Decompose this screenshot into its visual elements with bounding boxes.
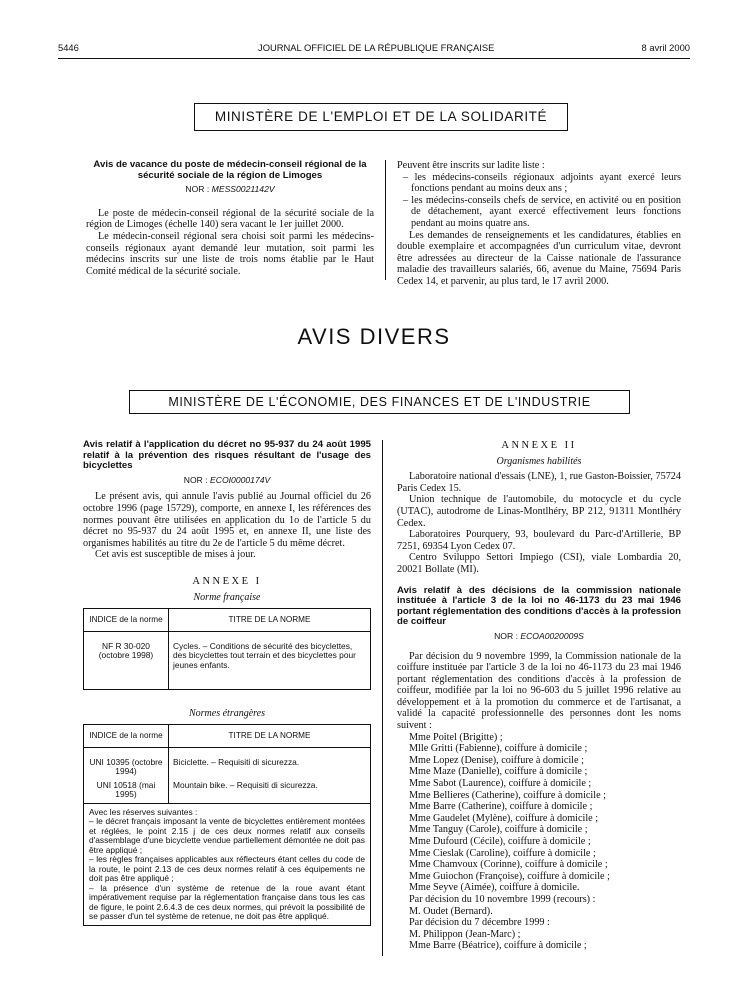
annex-1-heading: ANNEXE I <box>192 575 262 587</box>
section-heading: AVIS DIVERS <box>297 324 451 349</box>
list-item: Mme Tanguy (Carole), coiffure à domicile ; <box>409 824 588 836</box>
annexe-2-column <box>397 440 681 952</box>
list-item: Mlle Gritti (Fabienne), coiffure à domicile ; <box>409 743 588 755</box>
norme-title: Cycles. – Conditions de sécurité des bicyclettes, des bicyclettes tout terrain et des bicyclettes pour jeunes enfants. <box>169 631 371 689</box>
table-header-title: TITRE DE LA NORME <box>169 609 371 631</box>
table-row <box>84 747 371 803</box>
journal-title: JOURNAL OFFICIEL DE LA RÉPUBLIQUE FRANÇAISE <box>258 42 495 53</box>
coiffure-paragraph-2: Par décision du 10 novembre 1999 (recours) : <box>409 893 596 905</box>
coiffure-names-list-2 <box>397 906 681 918</box>
list-item: Mme Bellieres (Catherine), coiffure à domicile ; <box>409 789 606 801</box>
velo-paragraph-1: Le présent avis, qui annule l'avis publié au Journal officiel du 26 octobre 1996 (page 15729), comporte, en annexe I, les références des normes pouvant être utilisées en application du 1o de l'article 5 du décret no 95-937 du 24 août 1995 et, en annexe II, une liste des organismes habilités au titre du 2e de l'article 5 du même décret. <box>83 491 371 549</box>
table-header-index: INDICE de la norme <box>84 609 169 631</box>
list-item: Mme Seyve (Aimée), coiffure à domicile. <box>409 882 580 894</box>
annex-2-heading: ANNEXE II <box>501 440 577 451</box>
table-header-index: INDICE de la norme <box>84 725 169 747</box>
list-item: Mme Guiochon (Françoise), coiffure à domicile ; <box>409 870 610 882</box>
organisme-item: Laboratoires Pourquery, 93, boulevard du Parc-d'Artillerie, BP 7251, 69354 Lyon Cedex 07. <box>397 529 681 552</box>
vacance-right-column <box>397 160 681 288</box>
list-item: Mme Barre (Béatrice), coiffure à domicile ; <box>409 940 587 952</box>
running-header <box>58 42 690 56</box>
reserves-cell: Avec les réserves suivantes : – le décret français imposant la vente de bicyclettes entièrement montées et réglées, le point 2.15 j de ces deux normes relatif aux conseils d'assemblage d'une bicyclette vendue partiellement démontée ne doit pas être appliqué ; – les règles françaises applicables aux réflecteurs étant celles du code de la route, le point 2.13 de ces deux normes relatif à ces équipements ne doit pas être appliqué ; – la présence d'un système de retenue de la roue avant étant impérativement requise par la réglementation française dans tous les cas de figure, le point 2.6.4.3 de ces deux normes, qui prévoit la possibilité de se passer d'un tel système de retenue, ne doit pas être appliqué. <box>84 803 371 925</box>
norme-titles: Biciclette. – Requisiti di sicurezza. Mountain bike. – Requisiti di sicurezza. <box>169 747 371 803</box>
vacance-list-intro: Peuvent être inscrits sur ladite liste : <box>397 160 545 171</box>
norme-indices: UNI 10395 (octobre 1994) UNI 10518 (mai 1995) <box>84 747 169 803</box>
vacance-nor: NOR : MESS0021142V <box>185 184 275 195</box>
organisme-item: Centro Sviluppo Settori Impiego (CSI), viale Lombardia 20, 20021 Bollate (MI). <box>397 552 681 575</box>
table-header-title: TITRE DE LA NORME <box>169 725 371 747</box>
list-item: Mme Poitel (Brigitte) ; <box>409 731 503 743</box>
vacance-list-item-2: – les médecins-conseils chefs de service, en activité ou en position de détachement, ayant exercé effectivement leurs fonctions pendant au moins quatre ans. <box>403 194 681 229</box>
list-item: Mme Lopez (Denise), coiffure à domicile ; <box>409 754 584 766</box>
annex-1-subheading-2: Normes étrangères <box>188 707 265 719</box>
coiffure-title: Avis relatif à des décisions de la commission nationale instituée à l'article 3 de la loi no 46-1173 du 23 mai 1946 portant réglementation des conditions d'accès à la profession de coiffeur <box>397 584 681 628</box>
list-item: Mme Dufourd (Cécile), coiffure à domicile ; <box>409 836 591 847</box>
vacance-paragraph-1: Le poste de médecin-conseil régional de la sécurité sociale de la région de Limoges (échelle 140) sera vacant le 1er juillet 2000. <box>86 207 374 231</box>
coiffure-names-list-3 <box>397 929 681 952</box>
vacance-paragraph-3: Les demandes de renseignements et les candidatures, établies en double exemplaire et accompagnées d'un curriculum vitae, devront être adressées au directeur de la Caisse nationale de l'assurance maladie des travailleurs salariés, 66, avenue du Maine, 75694 Paris Cedex 14, et parvenir, au plus tard, le 17 avril 2000. <box>397 229 681 287</box>
norme-index: NF R 30-020 (octobre 1998) <box>84 631 169 689</box>
velo-paragraph-2: Cet avis est susceptible de mises à jour. <box>95 549 256 561</box>
ministry-heading-emploi: MINISTÈRE DE L'EMPLOI ET DE LA SOLIDARITÉ <box>194 103 568 131</box>
list-item: Mme Sabot (Laurence), coiffure à domicile ; <box>409 778 592 790</box>
normes-etrangeres-table <box>83 724 371 926</box>
table-row <box>84 803 371 925</box>
organisme-item: Union technique de l'automobile, du motocycle et du cycle (UTAC), autodrome de Linas-Montlhéry, BP 212, 91311 Montlhéry Cedex. <box>397 494 681 529</box>
vacance-list-item-1: – les médecins-conseils régionaux adjoints ayant exercé leurs fonctions pendant au moins deux ans ; <box>403 171 681 195</box>
list-item: Mme Gaudelet (Mylène), coiffure à domicile ; <box>409 812 599 824</box>
list-item: Mme Chamvoux (Corinne), coiffure à domicile ; <box>409 859 608 871</box>
header-rule <box>58 58 690 59</box>
velo-title: Avis relatif à l'application du décret no 95-937 du 24 août 1995 relatif à la prévention des risques résultant de l'usage des bicyclettes <box>83 439 371 472</box>
list-item: Mme Barre (Catherine), coiffure à domicile ; <box>409 801 593 813</box>
norme-francaise-table <box>83 608 371 689</box>
vacance-left-column <box>86 160 374 277</box>
column-divider <box>382 440 383 956</box>
page-number: 5446 <box>58 42 79 53</box>
list-item: M. Oudet (Bernard). <box>409 905 493 917</box>
coiffure-paragraph-1: Par décision du 9 novembre 1999, la Commission nationale de la coiffure instituée par l'article 3 de la loi no 46-1173 du 23 mai 1946 portant réglementation des conditions d'accès à la profession de coiffeur, modifiée par la loi no 96-603 du 5 juillet 1996 relative au développement et à la promotion du commerce et de l'artisanat, a validé la capacité professionnelle des personnes dont les noms suivent : <box>397 650 681 732</box>
coiffure-paragraph-3: Par décision du 7 décembre 1999 : <box>409 917 550 929</box>
vacance-title: Avis de vacance du poste de médecin-conseil régional de la sécurité sociale de la région de Limoges <box>93 159 367 181</box>
ministry-heading-economie: MINISTÈRE DE L'ÉCONOMIE, DES FINANCES ET DE L'INDUSTRIE <box>129 390 630 414</box>
velo-nor: NOR : ECOI0000174V <box>183 474 271 485</box>
table-row <box>84 631 371 689</box>
coiffure-nor: NOR : ECOA0020009S <box>494 630 584 641</box>
annex-2-subheading: Organismes habilités <box>496 455 582 467</box>
annex-1-subheading: Norme française <box>193 591 261 603</box>
list-item: Mme Maze (Danielle), coiffure à domicile ; <box>409 766 588 778</box>
list-item: M. Philippon (Jean-Marc) ; <box>409 928 521 940</box>
column-divider <box>385 160 386 280</box>
organisme-item: Laboratoire national d'essais (LNE), 1, rue Gaston-Boissier, 75724 Paris Cedex 15. <box>397 471 681 494</box>
coiffure-names-list-1 <box>397 732 681 894</box>
issue-date: 8 avril 2000 <box>641 42 690 53</box>
list-item: Mme Cieslak (Caroline), coiffure à domicile ; <box>409 847 596 859</box>
velo-column <box>83 440 371 926</box>
vacance-paragraph-2: Le médecin-conseil régional sera choisi soit parmi les médecins-conseils régionaux ayant demandé leur mutation, soit parmi les médecins inscrits sur une liste de trois noms établie par le Haut Comité médical de la sécurité sociale. <box>86 230 374 277</box>
